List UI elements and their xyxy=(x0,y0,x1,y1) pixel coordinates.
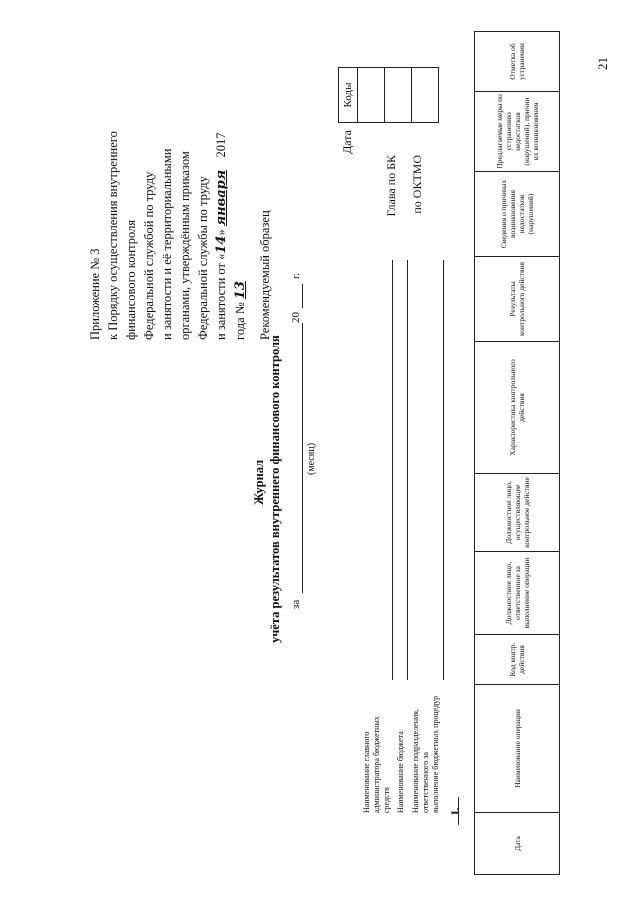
appendix-block xyxy=(86,131,274,340)
column-header: Должностное лицо, ответственное за выполнение операции xyxy=(475,552,560,635)
code-cell-oktmo xyxy=(412,68,439,123)
appendix-line: Федеральной службы по труду xyxy=(196,176,210,340)
column-header: Сведения о причинах возникновения недостатков (нарушений) xyxy=(475,172,560,257)
code-cell-date xyxy=(358,68,385,123)
handwritten-month: января xyxy=(214,169,229,227)
column-header: Результаты контрольного действия xyxy=(475,257,560,342)
appendix-line: к Порядку осуществления внутреннего xyxy=(106,131,120,340)
period-za: за xyxy=(290,599,302,609)
handwritten-number: 13 xyxy=(233,281,248,300)
column-header: Предлагаемые меры по устранению недостатков (нарушений), причин их возникновения xyxy=(475,92,560,172)
section-marker: I. xyxy=(448,807,462,815)
field-admin: Наименование главного администратора бюджетных средств xyxy=(362,716,391,813)
table-header-row xyxy=(475,32,560,875)
section-underline xyxy=(458,797,459,825)
column-header: Должностное лицо, осуществляющее контрольное действие xyxy=(475,474,560,552)
codes-table xyxy=(338,67,439,123)
page-number: 21 xyxy=(595,57,610,70)
journal-table xyxy=(474,31,560,875)
column-header: Отметка об устранении xyxy=(475,32,560,92)
recommended-sample: Рекомендуемый образец xyxy=(258,210,272,340)
month-underline xyxy=(302,323,303,593)
appendix-date-line: и занятости от «14» января 2017 xyxy=(214,132,229,340)
budget-value-line xyxy=(407,260,408,680)
journal-title: Журнал xyxy=(252,459,266,505)
appendix-number-line: года № 13 xyxy=(233,281,248,340)
year-underline xyxy=(302,284,303,308)
code-cell-bk xyxy=(385,68,412,123)
column-header: Наименование операции xyxy=(475,685,560,813)
appendix-line: финансового контроля xyxy=(124,219,138,340)
column-header: Дата xyxy=(475,813,560,875)
year-suffix: г. xyxy=(290,272,302,279)
appendix-line: Федеральной службой по труду xyxy=(142,171,156,340)
field-department: Наименование подразделения, ответственного за выполнение бюджетных процедур xyxy=(411,695,440,813)
department-value-line xyxy=(443,260,444,680)
column-header: Характеристика контрольного действия xyxy=(475,342,560,474)
column-header: Код контр. действия xyxy=(475,635,560,685)
appendix-line: и занятости и её территориальными xyxy=(160,148,174,340)
codes-header: Коды xyxy=(339,68,358,123)
appendix-line: Приложение № 3 xyxy=(88,248,102,340)
date-label: Дата xyxy=(340,130,354,154)
month-hint: (месяц) xyxy=(306,442,317,475)
admin-value-line xyxy=(392,260,393,680)
journal-subtitle: учёта результатов внутреннего финансового контроля xyxy=(268,335,282,643)
appendix-line: органами, утверждённым приказом xyxy=(178,151,192,340)
field-budget: Наименование бюджета xyxy=(396,731,405,813)
bk-label: Глава по БК xyxy=(384,155,398,217)
handwritten-day: 14 xyxy=(214,235,229,254)
oktmo-label: по ОКТМО xyxy=(410,155,424,214)
year-prefix: 20 xyxy=(290,312,302,323)
